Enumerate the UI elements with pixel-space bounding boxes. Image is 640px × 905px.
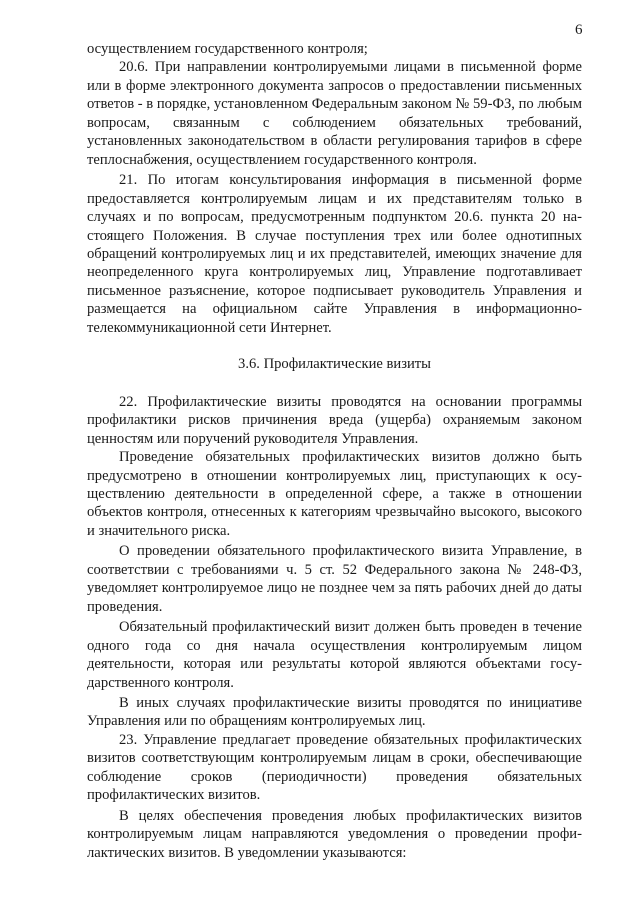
paragraph-visit-term: Обязательный профилактический визит должен быть проведен в течение одного года со дня начала осуществления контролируемым лицом деятельности, которая или результаты которой являются объектами государственного контроля. xyxy=(87,619,582,691)
paragraph-notification: О проведении обязательного профилактического визита Управление, в соответствии с требованиями ч. 5 ст. 52 Федерального закона № 248-ФЗ, уведомляет контролируемое лицо не позднее чем за пять рабочих дней до даты проведения. xyxy=(87,543,582,615)
document-body xyxy=(87,40,582,862)
page-number: 6 xyxy=(575,22,583,38)
paragraph-notices: В целях обеспечения проведения любых профилактических визитов контролируемым лицам направляются уведомления о проведении профилактических визитов. В уведомлении указываются: xyxy=(87,807,582,861)
paragraph-22: 22. Профилактические визиты проводятся на основании программы профилактики рисков причинения вреда (ущерба) охраняемым законом ценностям или поручений руководителя Управления. xyxy=(87,393,582,447)
section-heading: 3.6. Профилактические визиты xyxy=(238,356,431,373)
paragraph-other-cases: В иных случаях профилактические визиты проводятся по инициативе Управления или по обращениям контролируемых лиц. xyxy=(87,694,582,730)
paragraph-continuation: осуществлением государственного контроля; xyxy=(87,41,368,57)
paragraph-23: 23. Управление предлагает проведение обязательных профилактических визитов соответствующим контролируемым лицам в сроки, обеспечивающие соблюдение сроков (периодичности) проведения обязательных профилактических визитов. xyxy=(87,731,582,804)
paragraph-21: 21. По итогам консультирования информация в письменной форме предоставляется контролируемым лицам и их представителям только в случаях и по вопросам, предусмотренным подпунктом 20.6. пункта 20 настоящего Положения. В случае поступления трех или более однотипных обращений контролируемых лиц и их представителей, имеющих значение для неопределенного круга контролируемых лиц, Управление подготавливает письменное разъяснение, которое подписывает руководитель Управления и размещается на официальном сайте Управления в информационно-телекоммуникационной сети Интернет. xyxy=(87,172,582,336)
paragraph-mandatory-visits: Проведение обязательных профилактических визитов должно быть предусмотрено в отношении контролируемых лиц, приступающих к осуществлению деятельности в определенной сфере, а также в отношении объектов контроля, отнесенных к категориям чрезвычайно высокого, высокого и значительного риска. xyxy=(87,449,582,539)
paragraph-20-6: 20.6. При направлении контролируемыми лицами в письменной форме или в форме электронного документа запросов о предоставлении письменных ответов - в порядке, установленном Федеральным законом № 59-ФЗ, по любым вопросам, связанным с соблюдением обязательных требований, установленных законодательством в области регулирования тарифов в сфере теплоснабжения, осуществлением государственного контроля. xyxy=(87,59,582,168)
